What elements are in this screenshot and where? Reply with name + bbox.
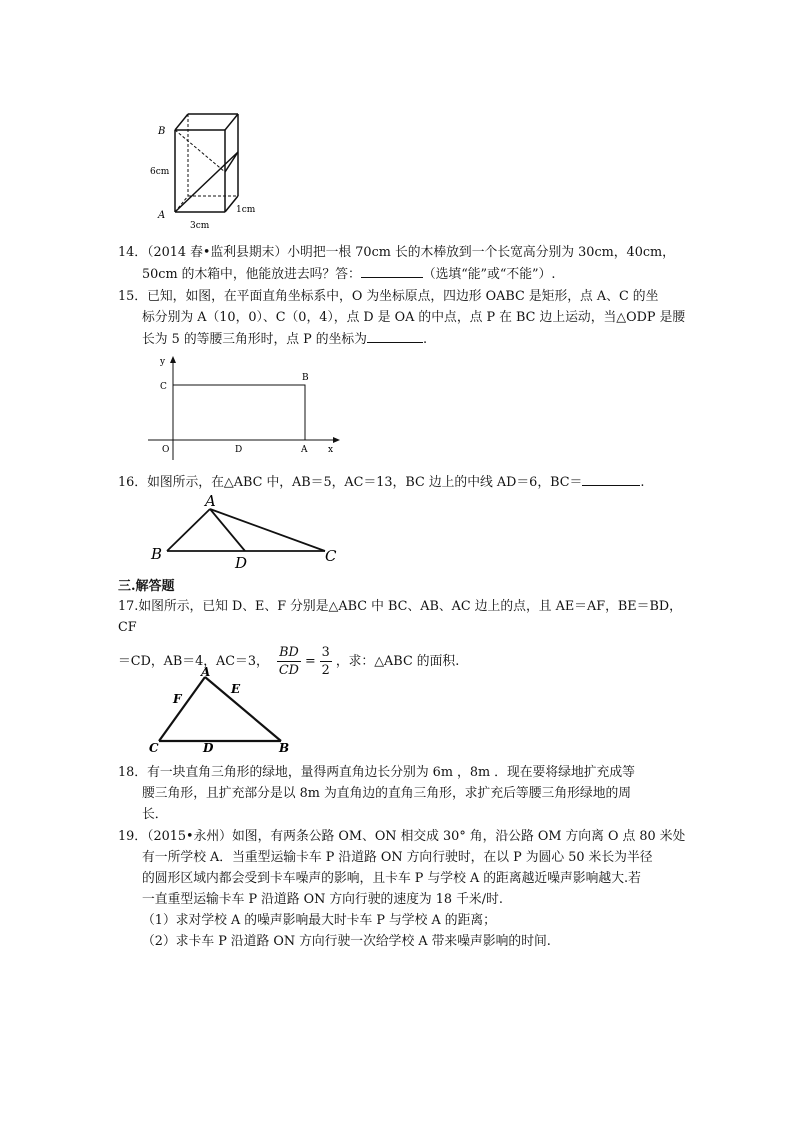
q19-line4: 一直重型运输卡车 P 沿道路 ON 方向行驶的速度为 18 千米/时. <box>142 892 503 907</box>
q15-line1: 15．已知，如图，在平面直角坐标系中，O 为坐标原点，四边形 OABC 是矩形，点 A、C 的坐 <box>118 289 659 304</box>
label-o: O <box>162 445 170 455</box>
label-depth: 1cm <box>236 205 256 215</box>
q14-line1: 14．（2014 春•监利县期末）小明把一根 70cm 长的木棒放到一个长宽高分别为 30cm，40cm， <box>118 245 675 260</box>
frac-value-numerator: 3 <box>321 645 330 660</box>
q17-given: ＝CD，AB＝4，AC＝3， <box>118 654 269 669</box>
answer-blank <box>361 263 423 278</box>
q19-line3: 的圆形区域内都会受到卡车噪声的影响，且卡车 P 与学校 A 的距离越近噪声影响越大.若 <box>142 871 641 886</box>
q19-line2: 有一所学校 A．当重型运输卡车 P 沿道路 ON 方向行驶时，在以 P 为圆心 50 米长为半径 <box>142 850 653 865</box>
q18-line1: 18．有一块直角三角形的绿地，量得两直角边长分别为 6m ，8m ．现在要将绿地扩充成等 <box>118 765 635 780</box>
question-18 <box>118 762 688 825</box>
q15-line3 <box>118 328 688 350</box>
label-d: D <box>235 554 248 571</box>
q14-hint: （选填“能”或“不能”）. <box>422 267 556 282</box>
label-d: D <box>203 741 214 755</box>
triangle-16-figure <box>145 493 345 571</box>
q15-end: . <box>422 332 428 347</box>
triangle-17-figure <box>145 665 305 757</box>
label-a: A <box>301 445 308 455</box>
q16-text: 16．如图所示，在△ABC 中，AB＝5，AC＝13，BC 边上的中线 AD＝6，BC＝ <box>118 475 583 490</box>
label-c: C <box>325 547 337 565</box>
coordinate-figure <box>140 352 350 464</box>
q17-line1: 17.如图所示，已知 D、E、F 分别是△ABC 中 BC、AB、AC 边上的点，且 AE＝AF，BE＝BD，CF <box>118 599 682 635</box>
q15-text: 长为 5 的等腰三角形时，点 P 的坐标为 <box>142 332 367 347</box>
q18-line3: 长． <box>142 807 168 822</box>
q14-line2 <box>118 263 688 285</box>
label-c: C <box>149 741 159 755</box>
label-e: E <box>231 682 241 696</box>
question-14 <box>118 242 688 285</box>
label-f: F <box>173 692 182 706</box>
label-a: A <box>205 493 216 510</box>
label-height: 6cm <box>150 167 170 177</box>
question-19 <box>118 826 688 952</box>
label-c: C <box>160 382 167 392</box>
section-title: 三.解答题 <box>118 579 175 594</box>
frac-denominator: CD <box>278 663 299 678</box>
label-a: A <box>158 210 166 221</box>
cuboid-figure <box>150 100 270 235</box>
q19-sub1: （1）求对学校 A 的噪声影响最大时卡车 P 与学校 A 的距离； <box>142 913 496 928</box>
answer-blank <box>582 471 640 486</box>
q19-sub2: （2）求卡车 P 沿道路 ON 方向行驶一次给学校 A 带来噪声影响的时间. <box>142 934 551 949</box>
label-b: B <box>302 373 309 383</box>
frac-value-denominator: 2 <box>321 663 330 678</box>
q16-line1 <box>118 471 688 493</box>
q19-line1: 19．（2015•永州）如图，有两条公路 OM、ON 相交成 30° 角，沿公路 OM 方向离 O 点 80 米处 <box>118 829 686 844</box>
q18-line2: 腰三角形，且扩充部分是以 8m 为直角边的直角三角形，求扩充后等腰三角形绿地的周 <box>142 786 632 801</box>
label-width: 3cm <box>190 221 210 231</box>
label-d: D <box>235 445 243 455</box>
frac-equals: = <box>304 654 316 669</box>
axis-y: y <box>160 357 166 367</box>
question-16 <box>118 471 688 493</box>
q17-ask: ，求：△ABC 的面积. <box>335 654 460 669</box>
label-a: A <box>201 665 211 679</box>
q15-line2: 标分别为 A（10，0）、C（0，4），点 D 是 OA 的中点，点 P 在 BC 边上运动，当△ODP 是腰 <box>142 310 686 325</box>
label-b: B <box>279 741 290 755</box>
label-b: B <box>158 126 166 137</box>
q16-end: . <box>640 475 645 490</box>
frac-numerator: BD <box>277 644 301 662</box>
q14-text: 50cm 的木箱中，他能放进去吗？答： <box>142 267 361 282</box>
answer-blank <box>367 328 423 343</box>
question-15 <box>118 286 688 350</box>
axis-x: x <box>328 445 334 455</box>
label-b: B <box>151 545 163 563</box>
fraction-3-2 <box>320 644 332 679</box>
